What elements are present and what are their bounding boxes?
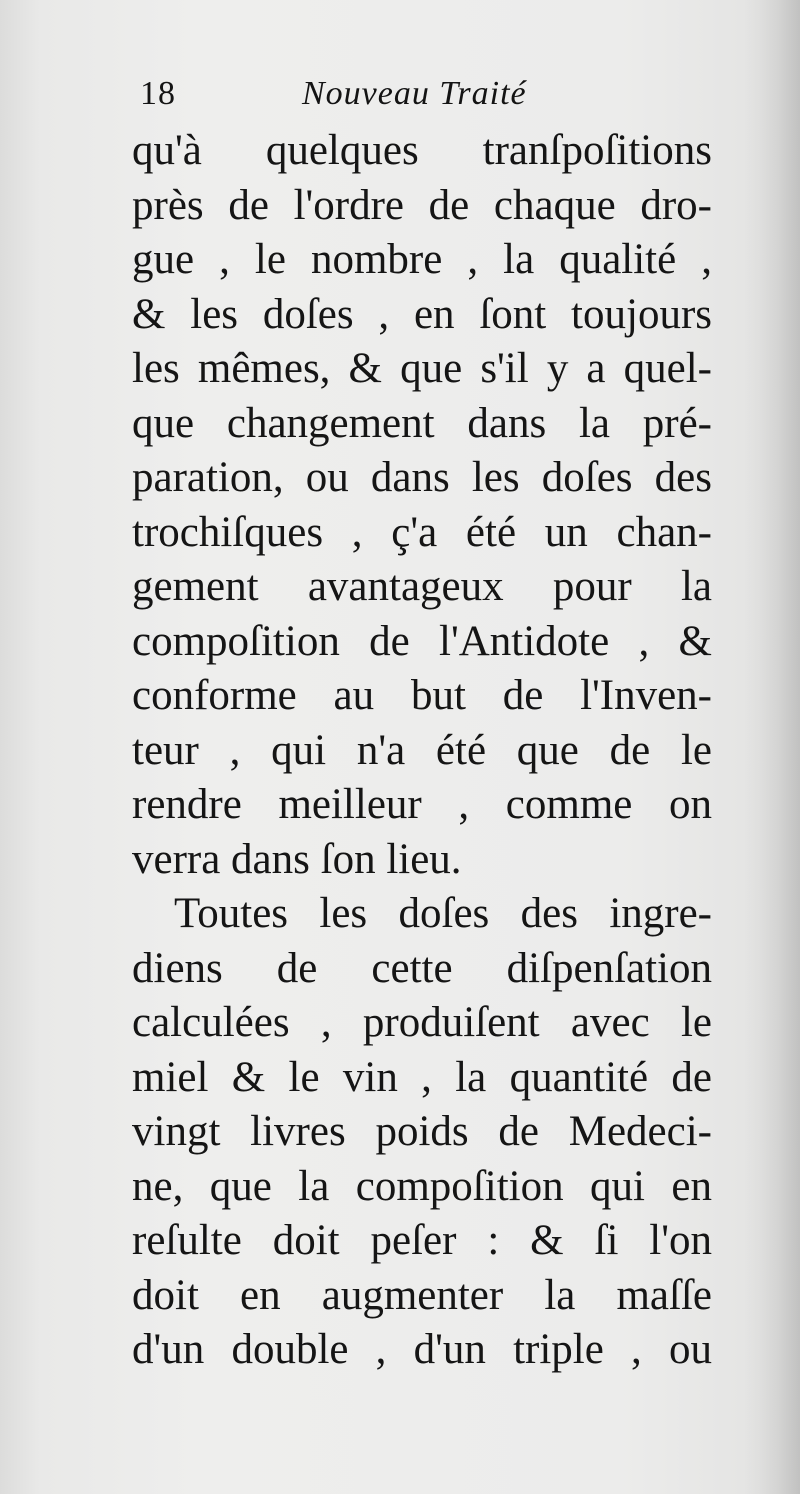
text-line: gue , le nombre , la qualité , xyxy=(132,236,712,283)
text-line: miel & le vin , la quantité de xyxy=(132,1053,712,1101)
text-line: calculées , produiſent avec le xyxy=(132,999,712,1046)
text-line: & les doſes , en ſont toujours xyxy=(132,290,712,338)
text-line: près de l'ordre de chaque dro- xyxy=(132,181,712,229)
page-edge-shadow xyxy=(744,0,800,1494)
page-number: 18 xyxy=(140,75,176,112)
paragraph-1 xyxy=(132,124,712,887)
text-line: diens de cette diſpenſation xyxy=(132,944,712,992)
text-line: teur , qui n'a été que de le xyxy=(132,726,712,774)
body-text xyxy=(132,124,712,1378)
paragraph-2 xyxy=(132,887,712,1378)
text-line: compoſition de l'Antidote , & xyxy=(132,617,712,665)
text-line: les mêmes, & que s'il y a quel- xyxy=(132,345,712,392)
text-line: vingt livres poids de Medeci- xyxy=(132,1108,712,1155)
text-line: qu'à quelques tranſpoſitions xyxy=(132,127,712,174)
text-line: paration, ou dans les doſes des xyxy=(132,454,712,501)
text-line: que changement dans la pré- xyxy=(132,399,712,447)
text-line: rendre meilleur , comme on xyxy=(132,781,712,828)
text-line: trochiſques , ç'a été un chan- xyxy=(132,508,712,556)
text-line: gement avantageux pour la xyxy=(132,563,712,610)
text-line: conforme au but de l'Inven- xyxy=(132,672,712,719)
text-line: Toutes les doſes des ingre- xyxy=(174,890,712,937)
text-line: reſulte doit peſer : & ſi l'on xyxy=(132,1217,712,1264)
text-line: doit en augmenter la maſſe xyxy=(132,1271,712,1319)
page-header xyxy=(130,72,710,120)
text-line: ne, que la compoſition qui en xyxy=(132,1162,712,1210)
text-line: verra dans ſon lieu. xyxy=(132,835,462,883)
running-title: Nouveau Traité xyxy=(302,75,527,112)
text-line: d'un double , d'un triple , ou xyxy=(132,1326,712,1373)
